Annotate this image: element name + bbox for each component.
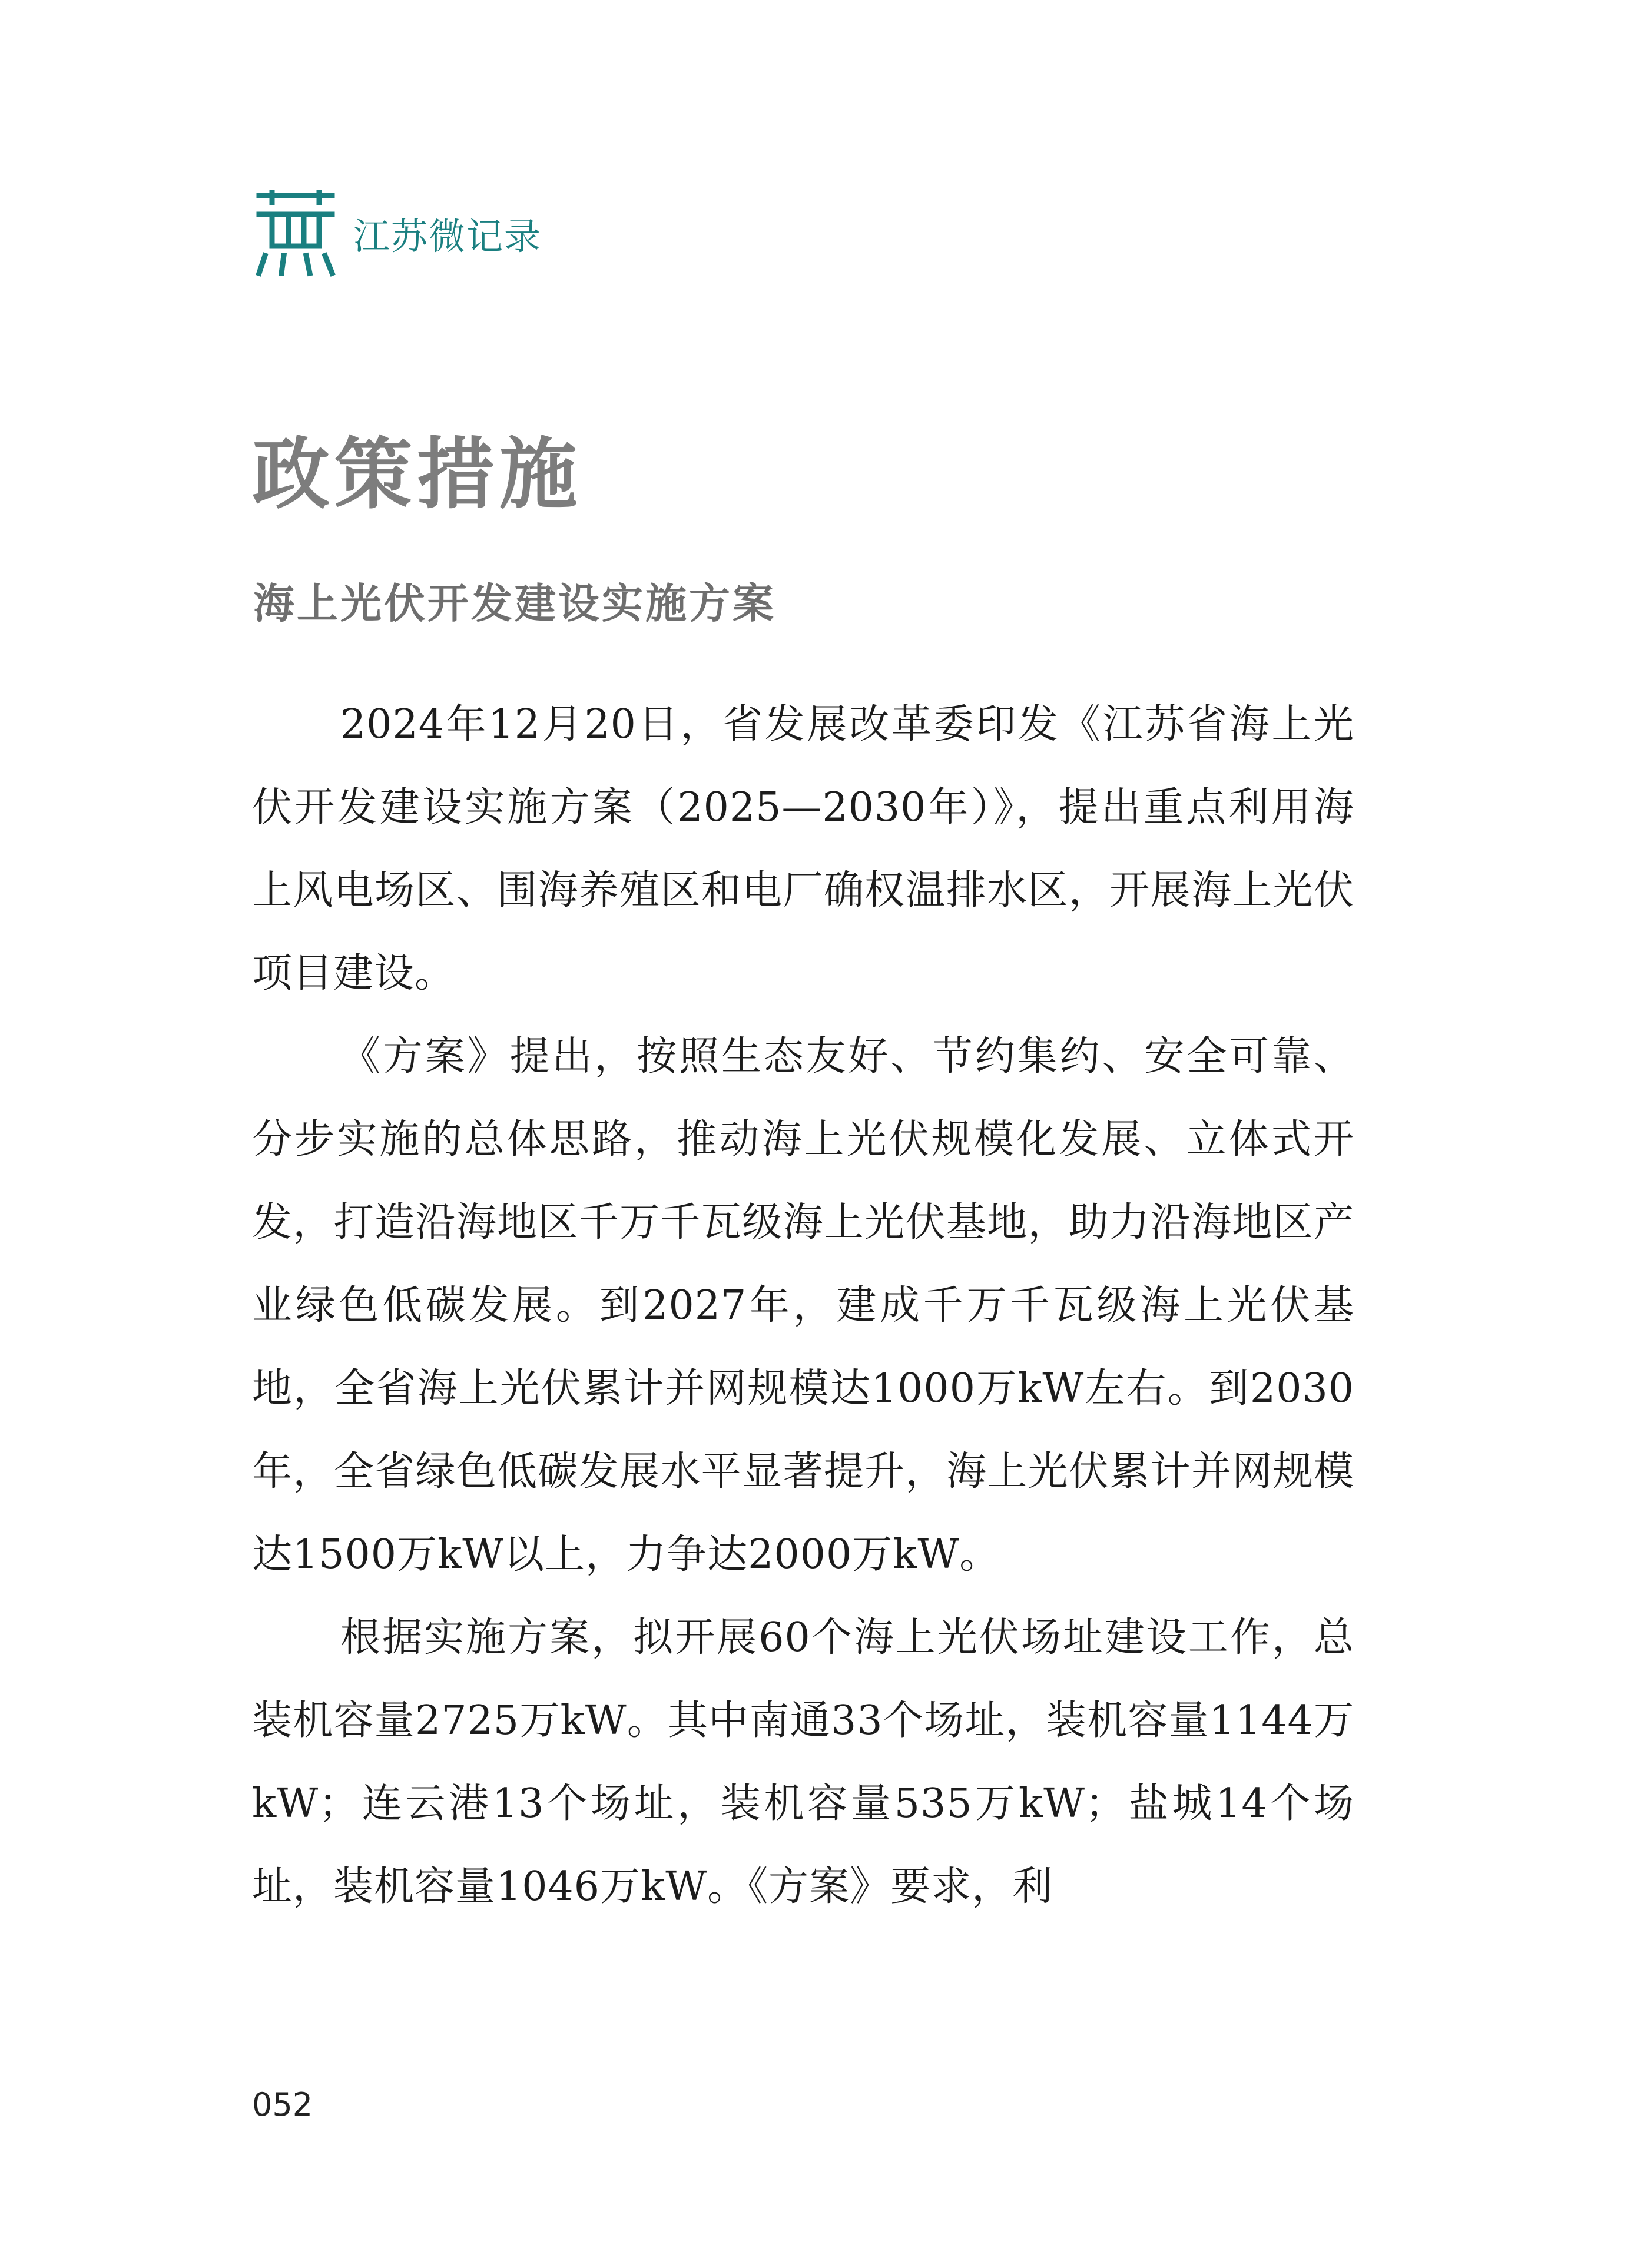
article-body <box>252 683 1354 1928</box>
paragraph-1: 2024年12月20日，省发展改革委印发《江苏省海上光伏开发建设实施方案（2025—2030年）》，提出重点利用海上风电场区、围海养殖区和电厂确权温排水区，开展海上光伏项目建设。 <box>252 701 1354 997</box>
page-header <box>254 190 542 278</box>
page-number: 052 <box>252 2086 313 2123</box>
paragraph-3: 根据实施方案，拟开展60个海上光伏场址建设工作，总装机容量2725万kW。其中南通33个场址，装机容量1144万kW；连云港13个场址，装机容量535万kW；盐城14个场址，装机容量1046万kW。《方案》要求，利 <box>252 1614 1354 1910</box>
series-title: 江苏微记录 <box>353 215 542 258</box>
article-title: 海上光伏开发建设实施方案 <box>253 579 776 628</box>
section-title: 政策措施 <box>252 429 582 520</box>
paragraph-2: 《方案》提出，按照生态友好、节约集约、安全可靠、分步实施的总体思路，推动海上光伏规模化发展、立体式开发，打造沿海地区千万千瓦级海上光伏基地，助力沿海地区产业绿色低碳发展。到2027年，建成千万千瓦级海上光伏基地，全省海上光伏累计并网规模达1000万kW左右。到2030年，全省绿色低碳发展水平显著提升，海上光伏累计并网规模达1500万kW以上，力争达2000万kW。 <box>252 1033 1354 1578</box>
series-logo-icon <box>254 190 337 278</box>
